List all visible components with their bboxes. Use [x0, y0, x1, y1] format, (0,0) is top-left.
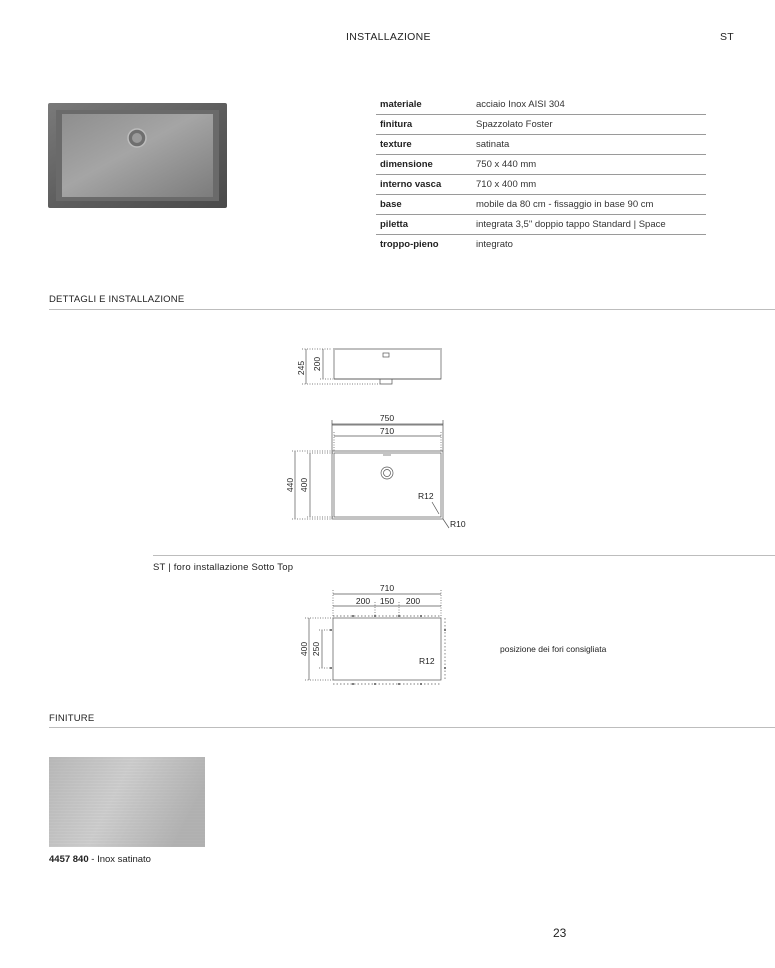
spec-row: [376, 135, 706, 155]
spec-row: [376, 195, 706, 215]
spec-key: dimensione: [376, 155, 472, 175]
details-section-title: DETTAGLI E INSTALLAZIONE: [49, 294, 185, 305]
cutout-seg-right-label: 200: [405, 596, 421, 606]
spec-row: [376, 115, 706, 135]
top-outer-width-label: 750: [379, 413, 395, 423]
cutout-divider: [153, 555, 775, 556]
spec-value: acciaio Inox AISI 304: [472, 95, 706, 115]
top-inner-width-label: 710: [379, 426, 395, 436]
page-header-code: ST: [720, 31, 735, 43]
finish-code: 4457 840: [49, 854, 89, 865]
spec-row: [376, 175, 706, 195]
cutout-seg-left-label: 200: [355, 596, 371, 606]
side-outer-height-label: 245: [296, 360, 306, 376]
top-outer-height-label: 440: [285, 477, 295, 493]
finish-name: - Inox satinato: [88, 854, 151, 865]
spec-key: base: [376, 195, 472, 215]
side-view-drawing: [290, 342, 450, 392]
spec-value: integrato: [476, 239, 513, 250]
finishes-section-title: FINITURE: [49, 713, 95, 724]
spec-value: Spazzolato Foster: [472, 115, 706, 135]
page-number: 23: [553, 926, 567, 940]
page-header-title: INSTALLAZIONE: [346, 31, 431, 43]
cutout-seg-mid-label: 150: [379, 596, 395, 606]
top-outer-radius-label: R10: [450, 519, 466, 529]
spec-row: [376, 95, 706, 115]
details-divider: [49, 309, 775, 310]
cutout-title: ST | foro installazione Sotto Top: [153, 562, 294, 573]
spec-key: texture: [376, 135, 472, 155]
finish-caption: [49, 854, 151, 865]
top-inner-height-label: 400: [299, 477, 309, 493]
spec-value: satinata: [472, 135, 706, 155]
cutout-drawing: [295, 580, 455, 690]
spec-key: finitura: [376, 115, 472, 135]
spec-value: integrata 3,5" doppio tappo Standard | Space: [472, 215, 706, 235]
spec-key: piletta: [376, 215, 472, 235]
specs-table: [376, 95, 706, 254]
cutout-note: posizione dei fori consigliata: [500, 644, 607, 654]
spec-value: mobile da 80 cm - fissaggio in base 90 cm: [472, 195, 706, 215]
spec-key: troppo-pieno: [380, 239, 439, 250]
cutout-radius-label: R12: [419, 656, 435, 666]
finishes-divider: [49, 727, 775, 728]
sink-photo: [48, 103, 227, 208]
cutout-width-label: 710: [379, 583, 395, 593]
spec-row: [376, 235, 706, 255]
spec-row: [376, 155, 706, 175]
spec-value: 750 x 440 mm: [472, 155, 706, 175]
top-view-drawing: [285, 410, 475, 535]
cutout-height-label: 400: [299, 641, 309, 657]
spec-row: [376, 215, 706, 235]
spec-key: interno vasca: [376, 175, 472, 195]
top-inner-radius-label: R12: [418, 491, 434, 501]
cutout-inner-height-label: 250: [311, 641, 321, 657]
finish-swatch-inox: [49, 757, 205, 847]
spec-value: 710 x 400 mm: [472, 175, 706, 195]
spec-key: materiale: [376, 95, 472, 115]
side-inner-height-label: 200: [312, 356, 322, 372]
